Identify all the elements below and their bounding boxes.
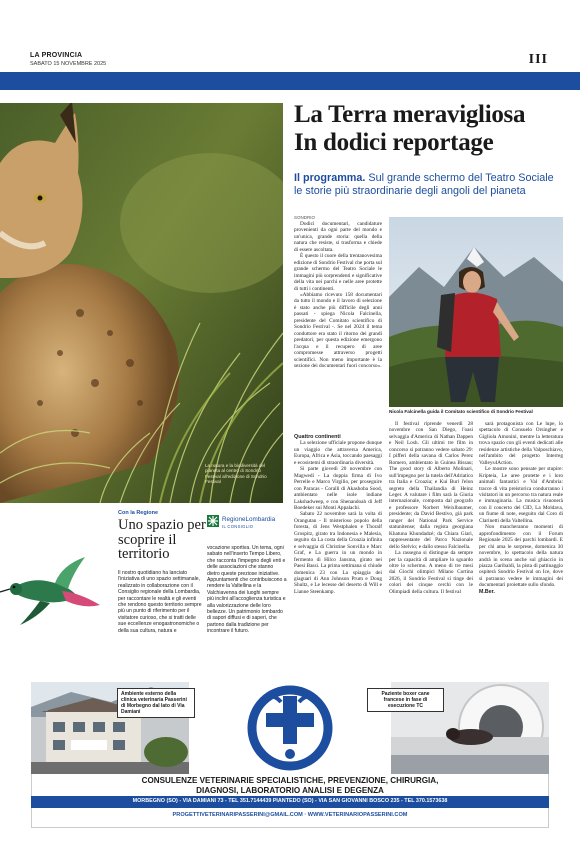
falcinella-photo-caption: Nicola Falcinella guida il Comitato scientifico di Sondrio Festival — [389, 409, 533, 414]
kicker-text: Sul grande schermo del Teatro Sociale le storie più straordinarie degli angoli del pianeta — [294, 172, 554, 197]
ad-contacts: MORBEGNO (SO) - VIA DAMIANI 73 - TEL 351.7144439 PIANTEDO (SO) - VIA SAN GIOVANNI BOSCO 235 - TEL 370.1573638 — [132, 798, 448, 804]
paragraph: Dodici documentari, candidature provenienti da ogni parte del mondo e un'unica, grande storia: quella della natura che resiste, si trasforma e chiede di essere ascoltata. — [294, 221, 382, 253]
ad-photo-label-right: Paziente boxer cane francese in fase di esecuzione TC — [367, 688, 444, 712]
paragraph: La rassegna si distingue da sempre per la capacità di ampliare lo sguardo oltre lo schermo. A meno di tre mesi dai Giochi olimpici Milano Cortina 2026, il Sondrio Festival si tinge dei colori dei cinque cerchi con le Olimpiadi della cultura. Il festival — [389, 550, 473, 595]
newspaper-brand: LA PROVINCIA — [30, 52, 83, 59]
paragraph: Non mancheranno momenti di approfondimento con il Forum Regionale 2025 dei parchi lombardi. E per chi ama le sorprese, domenica 30 novembre, lo spettacolo della natura andrà in scena anche sul ghiaccio in piazza Garibaldi, la pista di pattinaggio ospiterà Sondrio Festival on Ice, dove si potranno vedere le immagini dei documentari proiettate sullo sfondo. — [479, 524, 563, 589]
article-column-b — [389, 421, 473, 671]
article-column-a-lower — [294, 431, 382, 671]
article-title-line-2: In dodici reportage — [294, 129, 494, 156]
paragraph: È questo il cuore della trentanovesima edizione di Sondrio Festival che porta sul grande schermo del Teatro Sociale le immagini più sorprendenti e significative della vita nei parchi e nelle aree protette di tutti i continenti. — [294, 253, 382, 292]
passerini-logo-icon — [189, 682, 391, 774]
paragraph: Si parte giovedì 20 novembre con Magwedi - La doppia firma di Ivo Perrelle e Marco Virgilio, per proseguire con Paracas - Coralli di Akashoba Sood, ambientato nelle isole indiane Lakshadweep, e con Shenandoah di Jeff Boedeker sui Monti Appalachi. — [294, 466, 382, 511]
page-number: III — [528, 52, 548, 67]
article-column-a — [294, 221, 382, 431]
paragraph: Il festival riprende venerdì 28 novembre con San Diego, l'oasi selvaggia d'America di Nathan Dappen e Neil Losh. Gli ultimi tre film in concorso si potranno vedere sabato 29: I pifferi della savana di Carlos Perez Romero, ambientato in Guinea Bissau; The good story di Alberto Molinari, sull'impegno per la tutela dell'Adriatico tra Italia e Croazia; e Kui Buri l'elon segreto della Thailandia di Heinz Leger. A valutare i film sarà la Giuria internazionale, composta dal geografo e professore Norbert Weixlbaumer, presidente; da David Bestivo, già park ranger del National Park Service statunitense; dalla regista georgiana Khatuna Khundadzé; da Chiara Giari, rappresentante del Parco Nazionale dello Stelvio; e dallo stesso Falcinella. — [389, 421, 473, 550]
paragraph: sarà protagonista con Le lupe, lo spettacolo di Consuelo Orsingher e Gigliola Amonini, mentre la letteratura trova spazio con gli eventi dedicati alle residenze artistiche della Valposchiavo, nell'ambito del progetto Interreg Valleys4Action. — [479, 421, 563, 466]
kicker-bold: Il programma. — [294, 172, 366, 184]
regione-title: Uno spazio per scoprire il territorio — [118, 517, 206, 562]
hummingbird-image — [0, 535, 112, 635]
ad-photo-label-left: Ambiente esterno della clinica veterinaria Passerini di Morbegno dal lato di Via Damiani — [117, 688, 195, 718]
issue-date: SABATO 15 NOVEMBRE 2025 — [30, 61, 107, 67]
paragraph: Sabato 22 novembre sarà la volta di Orangutan - Il misterioso popolo della foresta, di Jens Westphalen e Thoralf Grospitz, girato tra Indonesia e Malesia, seguito da La costa della Croazia infinita e selvaggia di Christine Sonvilla e Marc Graf, e La guerra in un mondo in fermento di Hilco Jansma, girato nei Paesi Bassi. La prima settimana si chiude domenica 23 con La spiaggia dei giaguari di Ann Johnson Prum e Doug Shultz, e Le lecesse del deserto di Will e Lianne Steenkamp. — [294, 511, 382, 595]
article-signature: M.Ber. — [479, 588, 495, 595]
regione-section-tag: Con la Regione — [118, 510, 159, 516]
lynx-photo-caption: La natura e la biodiversità del pianeta al centro di Sondrio Festival all'edizione di Sondrio Festival — [205, 463, 267, 485]
regione-text-col-1: Il nostro quotidiano ha lanciato l'iniziativa di uno spazio settimanale, realizzato in collaborazione con il Consiglio regionale della Lombardia, per raccontare le realtà e gli eventi che rendono questo territorio sempre più un punto di riferimento per il visitatore curioso, che si tratti delle sue eccellenze enogastronomiche o della sua cultura, natura e — [118, 570, 202, 634]
paragraph: Le mostre sono pensate per stupire: Kripteia, Le aree protette e i loro animali fantastici e Val d'Ambria: tracce di vita preistorica condurranno i visitatori in un percorso tra natura reale e immaginaria. La musica risuonerà con il concerto del CID, La Moldava, un fiume di note, eseguito dal Coro di Clarinetti della Valtellina. — [479, 466, 563, 524]
ad-services-line-2: DIAGNOSI, LABORATORIO ANALISI E DEGENZA — [196, 786, 384, 795]
falcinella-photo — [389, 217, 563, 407]
subheading: Quattro continenti — [294, 434, 341, 440]
article-column-c — [479, 421, 563, 671]
regione-logo-name: RegioneLombardia — [222, 516, 276, 523]
regione-logo-subtitle: IL CONSIGLIO — [222, 524, 254, 529]
header-color-bar — [0, 72, 580, 90]
regione-text-col-2: vocazione sportiva. Un tema, ogni sabato nell'inserto Tempo Libero, che racconta l'impegno degli enti e delle associazioni che stanno dietro queste preziose iniziative. Appuntamenti che contribuiscono a rendere la Valtellina e la Valchiavenna dei luoghi sempre più inclini all'accoglienza turistica e alla valorizzazione delle loro bellezze. Un patrimonio lombardo di sapori diffusi e di saperi, che partono dalla tradizione per incontrare il futuro. — [207, 545, 287, 635]
article-title-line-1: La Terra meravigliosa — [294, 101, 526, 128]
ad-services-line-1: CONSULENZE VETERINARIE SPECIALISTICHE, PREVENZIONE, CHIRURGIA, — [141, 776, 439, 785]
ad-footer-links[interactable]: PROGETTIVETERINARIPASSERINI@GMAIL.COM · WWW.VETERINARIOPASSERINI.COM — [172, 812, 408, 818]
lynx-photo — [0, 103, 283, 503]
byline: SONDRIO — [294, 215, 316, 220]
article-kicker — [294, 172, 556, 198]
paragraph: La selezione ufficiale propone dunque un viaggio che attraversa America, Europa, Africa e Asia, toccando paesaggi e ecosistemi di straordinaria diversità. — [294, 440, 382, 466]
paragraph: «Abbiamo ricevuto 158 documentari da tutto il mondo e il lavoro di selezione è stato anche più difficile degli anni passati - spiega Nicola Falcinella, presidente del Comitato scientifico di Sondrio Festival -. Se nel 2024 il tema conduttore era stato il ritorno dei grandi predatori, per questa edizione emergono l'acqua e il recupero di aree compromesse attraverso progetti scientifici. Non meno importante è la sezione dei documentari fuori concorso». — [294, 291, 382, 369]
